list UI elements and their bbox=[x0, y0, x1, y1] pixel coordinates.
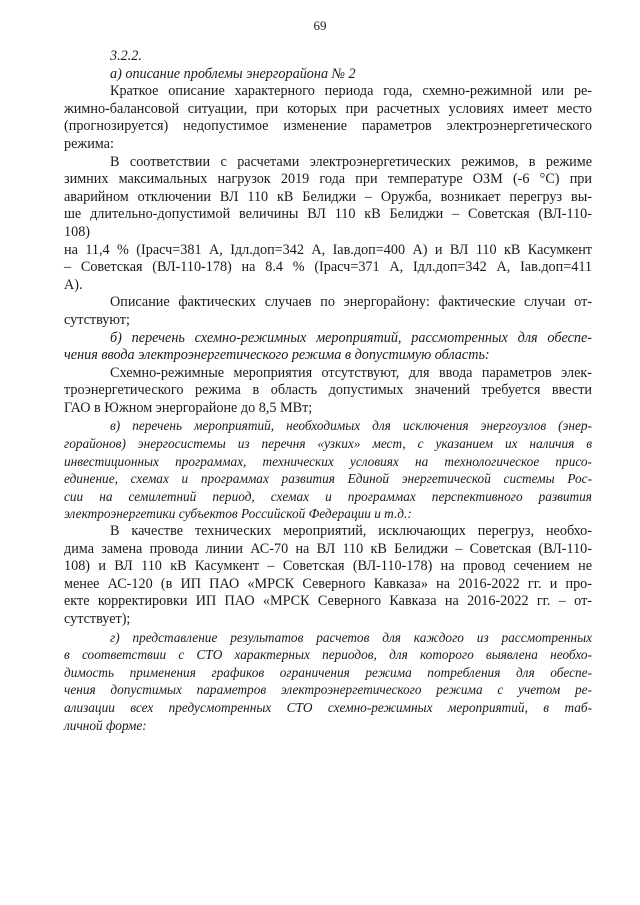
text-line: 3.2.2. bbox=[110, 48, 142, 64]
text-line: сии на семилетний период, схемах и программах перспективного развития bbox=[64, 488, 592, 504]
text-line: сутствуют; bbox=[64, 311, 130, 328]
text-line: В соответствии с расчетами электроэнергетических режимов, в режиме bbox=[110, 153, 592, 170]
text-line: екте корректировки ИП ПАО «МРСК Северного Кавказа на 2016-2022 гг. – от- bbox=[64, 593, 592, 610]
text-line: личной форме: bbox=[64, 717, 147, 733]
text-line: на 11,4 % (Iрасч=381 А, Iдл.доп=342 А, Iав.доп=400 А) и ВЛ 110 кВ Касумкент bbox=[64, 241, 592, 258]
text-line: 108) и ВЛ 110 кВ Касумкент – Советская (ВЛ-110-178) на провод сечением не bbox=[64, 558, 592, 575]
text-line: 108) bbox=[64, 223, 91, 240]
document-body bbox=[64, 48, 592, 734]
text-line: троэнергетического режима в область допустимых значений требуется ввести bbox=[64, 382, 592, 399]
page-number: 69 bbox=[313, 18, 327, 33]
text-line: инвестиционных программах, технических условиях на технологическое присо- bbox=[64, 453, 592, 469]
text-line: в соответствии с СТО характерных периодов, для которого выявлена необхо- bbox=[64, 647, 592, 663]
text-line: г) представление результатов расчетов для каждого из рассмотренных bbox=[110, 629, 592, 645]
text-line: жимно-балансовой ситуации, при которых при расчетных условиях имеет место bbox=[64, 100, 592, 117]
text-line: а) описание проблемы энергорайона № 2 bbox=[110, 65, 356, 82]
text-line: аварийном отключении ВЛ 110 кВ Белиджи – Оружба, возникает перегруз вы- bbox=[64, 188, 592, 205]
text-line: чения ввода электроэнергетического режима в допустимую область: bbox=[64, 347, 490, 364]
text-line: чения допустимых параметров электроэнергетического режима с учетом ре- bbox=[64, 682, 592, 698]
text-line: А). bbox=[64, 276, 83, 293]
text-line: ГАО в Южном энергорайоне до 8,5 МВт; bbox=[64, 399, 313, 416]
text-line: – Советская (ВЛ-110-178) на 8.4 % (Iрасч=371 А, Iдл.доп=342 А, Iав.доп=411 bbox=[64, 259, 592, 276]
text-line: менее АС-120 (в ИП ПАО «МРСК Северного Кавказа» на 2016-2022 гг. и про- bbox=[64, 575, 592, 592]
text-line: режима: bbox=[64, 135, 114, 152]
text-line: Схемно-режимные мероприятия отсутствуют, для ввода параметров элек- bbox=[110, 364, 592, 381]
text-line: В качестве технических мероприятий, исключающих перегруз, необхо- bbox=[110, 523, 592, 540]
text-line: дима замена провода линии АС-70 на ВЛ 110 кВ Белиджи – Советская (ВЛ-110- bbox=[64, 540, 592, 557]
text-line: в) перечень мероприятий, необходимых для исключения энергоузлов (энер- bbox=[110, 418, 592, 434]
text-line: Краткое описание характерного периода года, схемно-режимной или ре- bbox=[110, 83, 592, 100]
text-line: электроэнергетики субъектов Российской Федерации и т.д.: bbox=[64, 506, 412, 522]
text-line: ализации всех предусмотренных СТО схемно-режимных мероприятий, в таб- bbox=[64, 699, 592, 715]
text-line: Описание фактических случаев по энергорайону: фактические случаи от- bbox=[110, 294, 592, 311]
text-line: б) перечень схемно-режимных мероприятий, рассмотренных для обеспе- bbox=[110, 329, 592, 346]
text-line: (прогнозируется) недопустимое изменение параметров электроэнергетического bbox=[64, 118, 592, 135]
text-line: зимних максимальных нагрузок 2019 года при температуре ОЗМ (-6 °С) при bbox=[64, 171, 592, 188]
text-line: сутствует); bbox=[64, 611, 131, 627]
text-line: димость применения графиков ограничения режима потребления для обеспе- bbox=[64, 664, 592, 680]
text-line: горайонов) энергосистемы из перечня «узких» мест, с указанием их наличия в bbox=[64, 436, 592, 452]
text-line: единение, схемах и программах развития Единой энергетической системы Рос- bbox=[64, 471, 592, 487]
text-line: ше длительно-допустимой величины ВЛ 110 кВ Белиджи – Советская (ВЛ-110- bbox=[64, 206, 592, 223]
